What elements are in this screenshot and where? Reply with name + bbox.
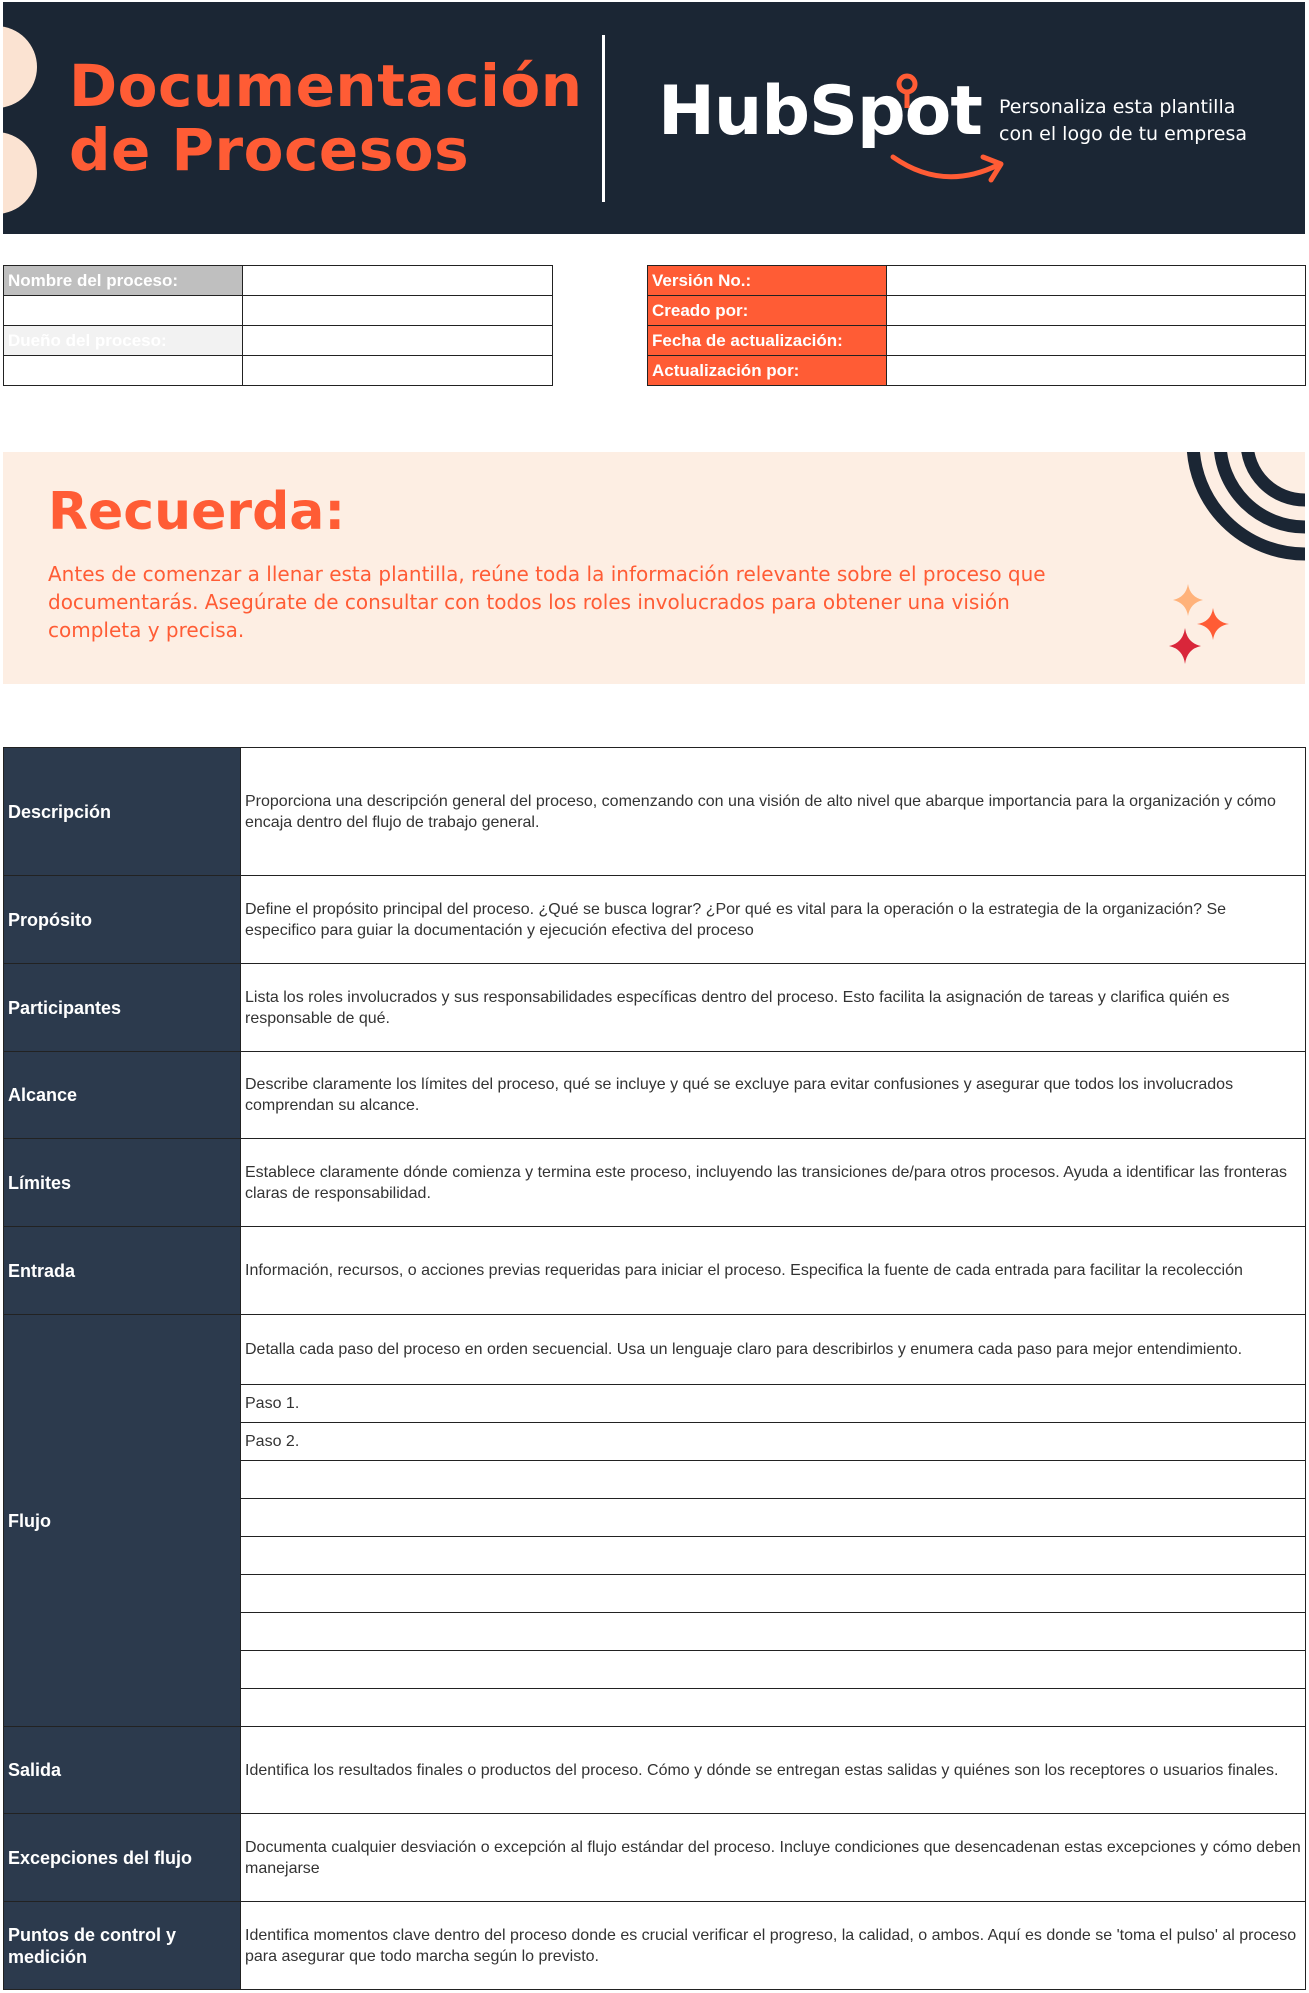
- row-label-participantes: Participantes: [4, 964, 241, 1052]
- header-tagline: [999, 94, 1247, 148]
- info-empty-label: [4, 296, 243, 326]
- table-row: [4, 748, 1306, 876]
- row-label-excepciones: Excepciones del flujo: [4, 1814, 241, 1902]
- info-row: [648, 266, 1306, 296]
- row-content-participantes[interactable]: Lista los roles involucrados y sus responsabilidades específicas dentro del proceso. Esto facilita la asignación de tareas y clarifica quién es responsable de qué.: [241, 964, 1306, 1052]
- table-row: [4, 1727, 1306, 1814]
- process-table: [3, 747, 1306, 1990]
- flow-step[interactable]: [241, 1499, 1306, 1537]
- flow-step[interactable]: [241, 1575, 1306, 1613]
- version-field[interactable]: [887, 266, 1306, 296]
- process-owner-label: Dueño del proceso:: [4, 326, 243, 356]
- row-label-alcance: Alcance: [4, 1052, 241, 1139]
- page-title-line2: de Procesos: [69, 116, 470, 184]
- process-name-label: Nombre del proceso:: [4, 266, 243, 296]
- row-label-proposito: Propósito: [4, 876, 241, 964]
- created-by-label: Creado por:: [648, 296, 887, 326]
- flow-step[interactable]: Paso 2.: [241, 1423, 1306, 1461]
- header-divider: [602, 35, 605, 202]
- table-row: [4, 1902, 1306, 1990]
- row-label-entrada: Entrada: [4, 1227, 241, 1315]
- row-content-descripcion[interactable]: Proporciona una descripción general del proceso, comenzando con una visión de alto nivel que abarque importancia para la organización y cómo encaja dentro del flujo de trabajo general.: [241, 748, 1306, 876]
- table-row: [4, 1814, 1306, 1902]
- decorative-arcs-icon: [1093, 452, 1305, 684]
- updated-by-field[interactable]: [887, 356, 1306, 386]
- table-row: [4, 964, 1306, 1052]
- row-content-alcance[interactable]: Describe claramente los límites del proceso, qué se incluye y qué se excluye para evitar confusiones y asegurar que todos los involucrados comprendan su alcance.: [241, 1052, 1306, 1139]
- table-row: [4, 1315, 1306, 1385]
- process-info-table: [3, 265, 553, 386]
- update-date-label: Fecha de actualización:: [648, 326, 887, 356]
- row-label-puntos-control: Puntos de control y medición: [4, 1902, 241, 1990]
- decorative-circle-icon: [3, 132, 37, 214]
- table-row: [4, 1139, 1306, 1227]
- flow-step[interactable]: [241, 1651, 1306, 1689]
- tagline-line2: con el logo de tu empresa: [999, 123, 1247, 145]
- info-empty-field[interactable]: [243, 296, 553, 326]
- info-empty-field[interactable]: [243, 356, 553, 386]
- info-row: [648, 296, 1306, 326]
- hubspot-logo: HubSpot: [658, 72, 982, 151]
- info-row: [4, 356, 553, 386]
- info-row: [4, 266, 553, 296]
- page-title-line1: Documentación: [69, 52, 583, 120]
- table-row: [4, 1052, 1306, 1139]
- row-content-salida[interactable]: Identifica los resultados finales o productos del proceso. Cómo y dónde se entregan estas salidas y quiénes son los receptores o usuarios finales.: [241, 1727, 1306, 1814]
- version-label: Versión No.:: [648, 266, 887, 296]
- reminder-heading: Recuerda:: [48, 482, 346, 542]
- process-owner-field[interactable]: [243, 326, 553, 356]
- row-content-limites[interactable]: Establece claramente dónde comienza y termina este proceso, incluyendo las transiciones de/para otros procesos. Ayuda a identificar las fronteras claras de responsabilidad.: [241, 1139, 1306, 1227]
- table-row: [4, 1227, 1306, 1315]
- updated-by-label: Actualización por:: [648, 356, 887, 386]
- info-row: [4, 326, 553, 356]
- process-name-field[interactable]: [243, 266, 553, 296]
- row-content-puntos-control[interactable]: Identifica momentos clave dentro del proceso donde es crucial verificar el progreso, la calidad, o ambos. Aquí es donde se 'toma el pulso' al proceso para asegurar que todo marcha según lo previsto.: [241, 1902, 1306, 1990]
- tagline-line1: Personaliza esta plantilla: [999, 96, 1236, 118]
- header-banner: [3, 2, 1305, 234]
- info-row: [648, 326, 1306, 356]
- update-date-field[interactable]: [887, 326, 1306, 356]
- table-row: [4, 876, 1306, 964]
- flow-step[interactable]: [241, 1613, 1306, 1651]
- row-label-descripcion: Descripción: [4, 748, 241, 876]
- decorative-circle-icon: [3, 26, 37, 108]
- row-label-flujo: Flujo: [4, 1315, 241, 1727]
- sparkle-icon: [1169, 584, 1229, 664]
- flow-step[interactable]: [241, 1689, 1306, 1727]
- info-row: [4, 296, 553, 326]
- row-label-salida: Salida: [4, 1727, 241, 1814]
- info-empty-label: [4, 356, 243, 386]
- flow-step[interactable]: [241, 1537, 1306, 1575]
- flow-step[interactable]: [241, 1461, 1306, 1499]
- page-title: [69, 54, 583, 182]
- flow-step[interactable]: Paso 1.: [241, 1385, 1306, 1423]
- created-by-field[interactable]: [887, 296, 1306, 326]
- reminder-body: Antes de comenzar a llenar esta plantilla, reúne toda la información relevante sobre el proceso que documentarás. Asegúrate de consultar con todos los roles involucrados para obtener una visión completa y precisa.: [48, 562, 1046, 642]
- row-content-excepciones[interactable]: Documenta cualquier desviación o excepción al flujo estándar del proceso. Incluye condiciones que desencadenan estas excepciones y cómo deben manejarse: [241, 1814, 1306, 1902]
- reminder-box: [3, 452, 1305, 684]
- info-row: [648, 356, 1306, 386]
- row-label-limites: Límites: [4, 1139, 241, 1227]
- version-info-table: [647, 265, 1306, 386]
- row-content-flujo-intro[interactable]: Detalla cada paso del proceso en orden secuencial. Usa un lenguaje claro para describirlos y enumera cada paso para mejor entendimiento.: [241, 1315, 1306, 1385]
- row-content-entrada[interactable]: Información, recursos, o acciones previas requeridas para iniciar el proceso. Especifica la fuente de cada entrada para facilitar la recolección: [241, 1227, 1306, 1315]
- row-content-proposito[interactable]: Define el propósito principal del proceso. ¿Qué se busca lograr? ¿Por qué es vital para la operación o la estrategia de la organización? Se especifico para guiar la documentación y ejecución efectiva del proceso: [241, 876, 1306, 964]
